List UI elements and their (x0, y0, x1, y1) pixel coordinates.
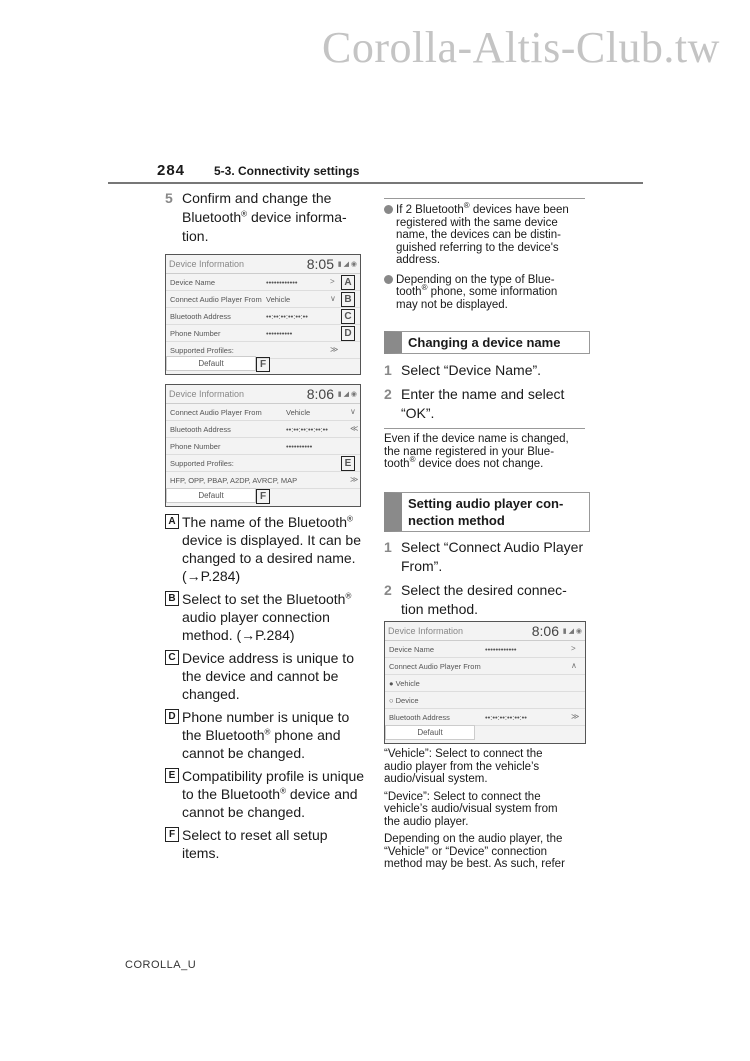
callout-D: D (165, 709, 179, 724)
screen-row[interactable] (166, 438, 360, 455)
default-button[interactable]: Default (385, 725, 475, 740)
callout-item-D: D Phone number is unique to the Bluetooth® phone and cannot be changed. (165, 708, 365, 762)
default-button[interactable]: Default (166, 488, 256, 503)
row-chevron-icon[interactable]: > (330, 277, 335, 286)
row-value: •••••••••••• (485, 645, 517, 654)
screen-row[interactable] (166, 472, 360, 489)
callout-list (165, 513, 365, 867)
default-button[interactable]: Default (166, 356, 256, 371)
screen-row[interactable] (166, 325, 360, 342)
paragraph: “Device”: Select to connect the vehicle’s audio/visual system from the audio player. (384, 790, 558, 828)
step-number: 1 (384, 539, 392, 555)
step-item: 1 Select “Connect Audio Player From”. (384, 539, 584, 574)
step-number: 1 (384, 362, 392, 378)
callout-F: F (256, 489, 270, 504)
row-label: Connect Audio Player From (389, 662, 481, 671)
step-number: 2 (384, 386, 392, 402)
clock: 8:06 (531, 623, 559, 639)
info-rule (384, 428, 585, 429)
callout-D: D (341, 326, 355, 341)
row-chevron-icon[interactable]: ≫ (330, 345, 339, 354)
row-label: Device Name (170, 278, 216, 287)
callout-C: C (341, 309, 355, 324)
screen-row[interactable] (166, 291, 360, 308)
row-value: ••:••:••:••:••:•• (266, 312, 308, 321)
callout-item-A: A The name of the Bluetooth® device is displayed. It can be changed to a desired name. (→P.284) (165, 513, 365, 585)
footer-code: COROLLA_U (125, 959, 197, 971)
callout-E: E (165, 768, 179, 783)
screen-row[interactable] (385, 709, 585, 726)
screen-row[interactable] (166, 404, 360, 421)
paragraph: Depending on the audio player, the “Vehicle” or “Device” connection method may be best. As such, refer (384, 833, 565, 870)
row-label: Connect Audio Player From (170, 295, 262, 304)
step-item: 1 Select “Device Name”. (384, 362, 542, 378)
callout-F: F (165, 827, 179, 842)
callout-B: B (165, 591, 179, 606)
status-icons: ▮ ◢ ◉ (337, 391, 357, 398)
callout-item-F: F Select to reset all setup items. (165, 826, 365, 862)
row-label: Supported Profiles: (170, 346, 234, 355)
paragraph: “Vehicle”: Select to connect the audio player from the vehicle’s audio/visual system. (384, 748, 543, 785)
screen-row[interactable] (166, 421, 360, 438)
screen-title: Device Information (169, 389, 245, 399)
row-label: HFP, OPP, PBAP, A2DP, AVRCP, MAP (170, 476, 298, 485)
step-item: 2 Enter the name and select “OK”. (384, 386, 565, 421)
note-list (384, 201, 589, 318)
row-chevron-icon[interactable]: ≫ (350, 475, 359, 484)
device-info-screen-1 (165, 254, 361, 375)
screen-row[interactable] (166, 308, 360, 325)
row-value: Vehicle (266, 295, 291, 304)
page-number: 284 (157, 162, 186, 179)
screen-title: Device Information (169, 259, 245, 269)
header-rule (108, 182, 643, 184)
callout-item-E: E Compatibility profile is unique to the Bluetooth® device and cannot be changed. (165, 767, 365, 821)
row-value: •••••••••• (266, 329, 293, 338)
step-line: tion. (182, 228, 209, 244)
audio-steps (384, 538, 586, 624)
screen-row[interactable] (166, 455, 360, 472)
callout-F: F (256, 357, 270, 372)
callout-B: B (341, 292, 355, 307)
bullet-icon (384, 275, 393, 284)
change-name-steps (384, 361, 586, 428)
step-number: 2 (384, 582, 392, 598)
row-label: Phone Number (170, 329, 221, 338)
step-line: Confirm and change the (182, 190, 332, 206)
watermark: Corolla-Altis-Club.tw (322, 23, 720, 72)
heading-audio-connection: Setting audio player con- nection method (384, 492, 590, 532)
row-chevron-icon[interactable]: > (571, 644, 576, 653)
row-label: Connect Audio Player From (170, 408, 262, 417)
callout-A: A (341, 275, 355, 290)
status-icons: ▮ ◢ ◉ (337, 261, 357, 268)
status-icons: ▮ ◢ ◉ (562, 628, 582, 635)
row-label: Device Name (389, 645, 435, 654)
callout-C: C (165, 650, 179, 665)
device-info-screen-3 (384, 621, 586, 744)
step-line: Bluetooth® device informa- (182, 209, 347, 225)
row-label: Supported Profiles: (170, 459, 234, 468)
note-item: If 2 Bluetooth® devices have been registered with the same device name, the devices can be distin- guished referring to the device's address. (384, 204, 589, 267)
step-number: 5 (165, 190, 173, 206)
screen-row[interactable] (385, 658, 585, 675)
row-label: Bluetooth Address (170, 312, 231, 321)
connection-paras (384, 748, 594, 876)
row-chevron-icon[interactable]: ∨ (350, 407, 356, 416)
row-chevron-icon[interactable]: ≪ (350, 424, 359, 433)
row-value: ••:••:••:••:••:•• (485, 713, 527, 722)
step-5 (165, 189, 367, 246)
device-info-screen-2 (165, 384, 361, 507)
callout-E: E (341, 456, 355, 471)
heading-change-device-name: Changing a device name (384, 331, 590, 354)
step-item: 2 Select the desired connec- tion method. (384, 582, 567, 617)
callout-item-C: C Device address is unique to the device and cannot be changed. (165, 649, 365, 703)
clock: 8:05 (306, 256, 334, 272)
row-value: •••••••••• (286, 442, 313, 451)
row-value: ••:••:••:••:••:•• (286, 425, 328, 434)
row-label: Bluetooth Address (170, 425, 231, 434)
screen-row[interactable] (166, 274, 360, 291)
row-label: ● Vehicle (389, 679, 420, 688)
row-label: Phone Number (170, 442, 221, 451)
callout-item-B: B Select to set the Bluetooth® audio player connection method. (→P.284) (165, 590, 365, 644)
section-title: 5-3. Connectivity settings (214, 164, 360, 178)
row-chevron-icon[interactable]: ∧ (571, 661, 577, 670)
row-value: Vehicle (286, 408, 311, 417)
row-chevron-icon[interactable]: ∨ (330, 294, 336, 303)
callout-A: A (165, 514, 179, 529)
row-chevron-icon[interactable]: ≫ (571, 712, 580, 721)
row-label: Bluetooth Address (389, 713, 450, 722)
note-rule (384, 198, 585, 199)
row-label: ○ Device (389, 696, 419, 705)
note-item: Depending on the type of Blue- tooth® phone, some information may not be displayed. (384, 274, 589, 312)
info-text: Even if the device name is changed, the name registered in your Blue- tooth® device does not change. (384, 433, 569, 470)
clock: 8:06 (306, 386, 334, 402)
row-value: •••••••••••• (266, 278, 298, 287)
screen-row[interactable] (385, 641, 585, 658)
bullet-icon (384, 205, 393, 214)
screen-title: Device Information (388, 626, 464, 636)
screen-row[interactable] (385, 692, 585, 709)
screen-row[interactable] (385, 675, 585, 692)
